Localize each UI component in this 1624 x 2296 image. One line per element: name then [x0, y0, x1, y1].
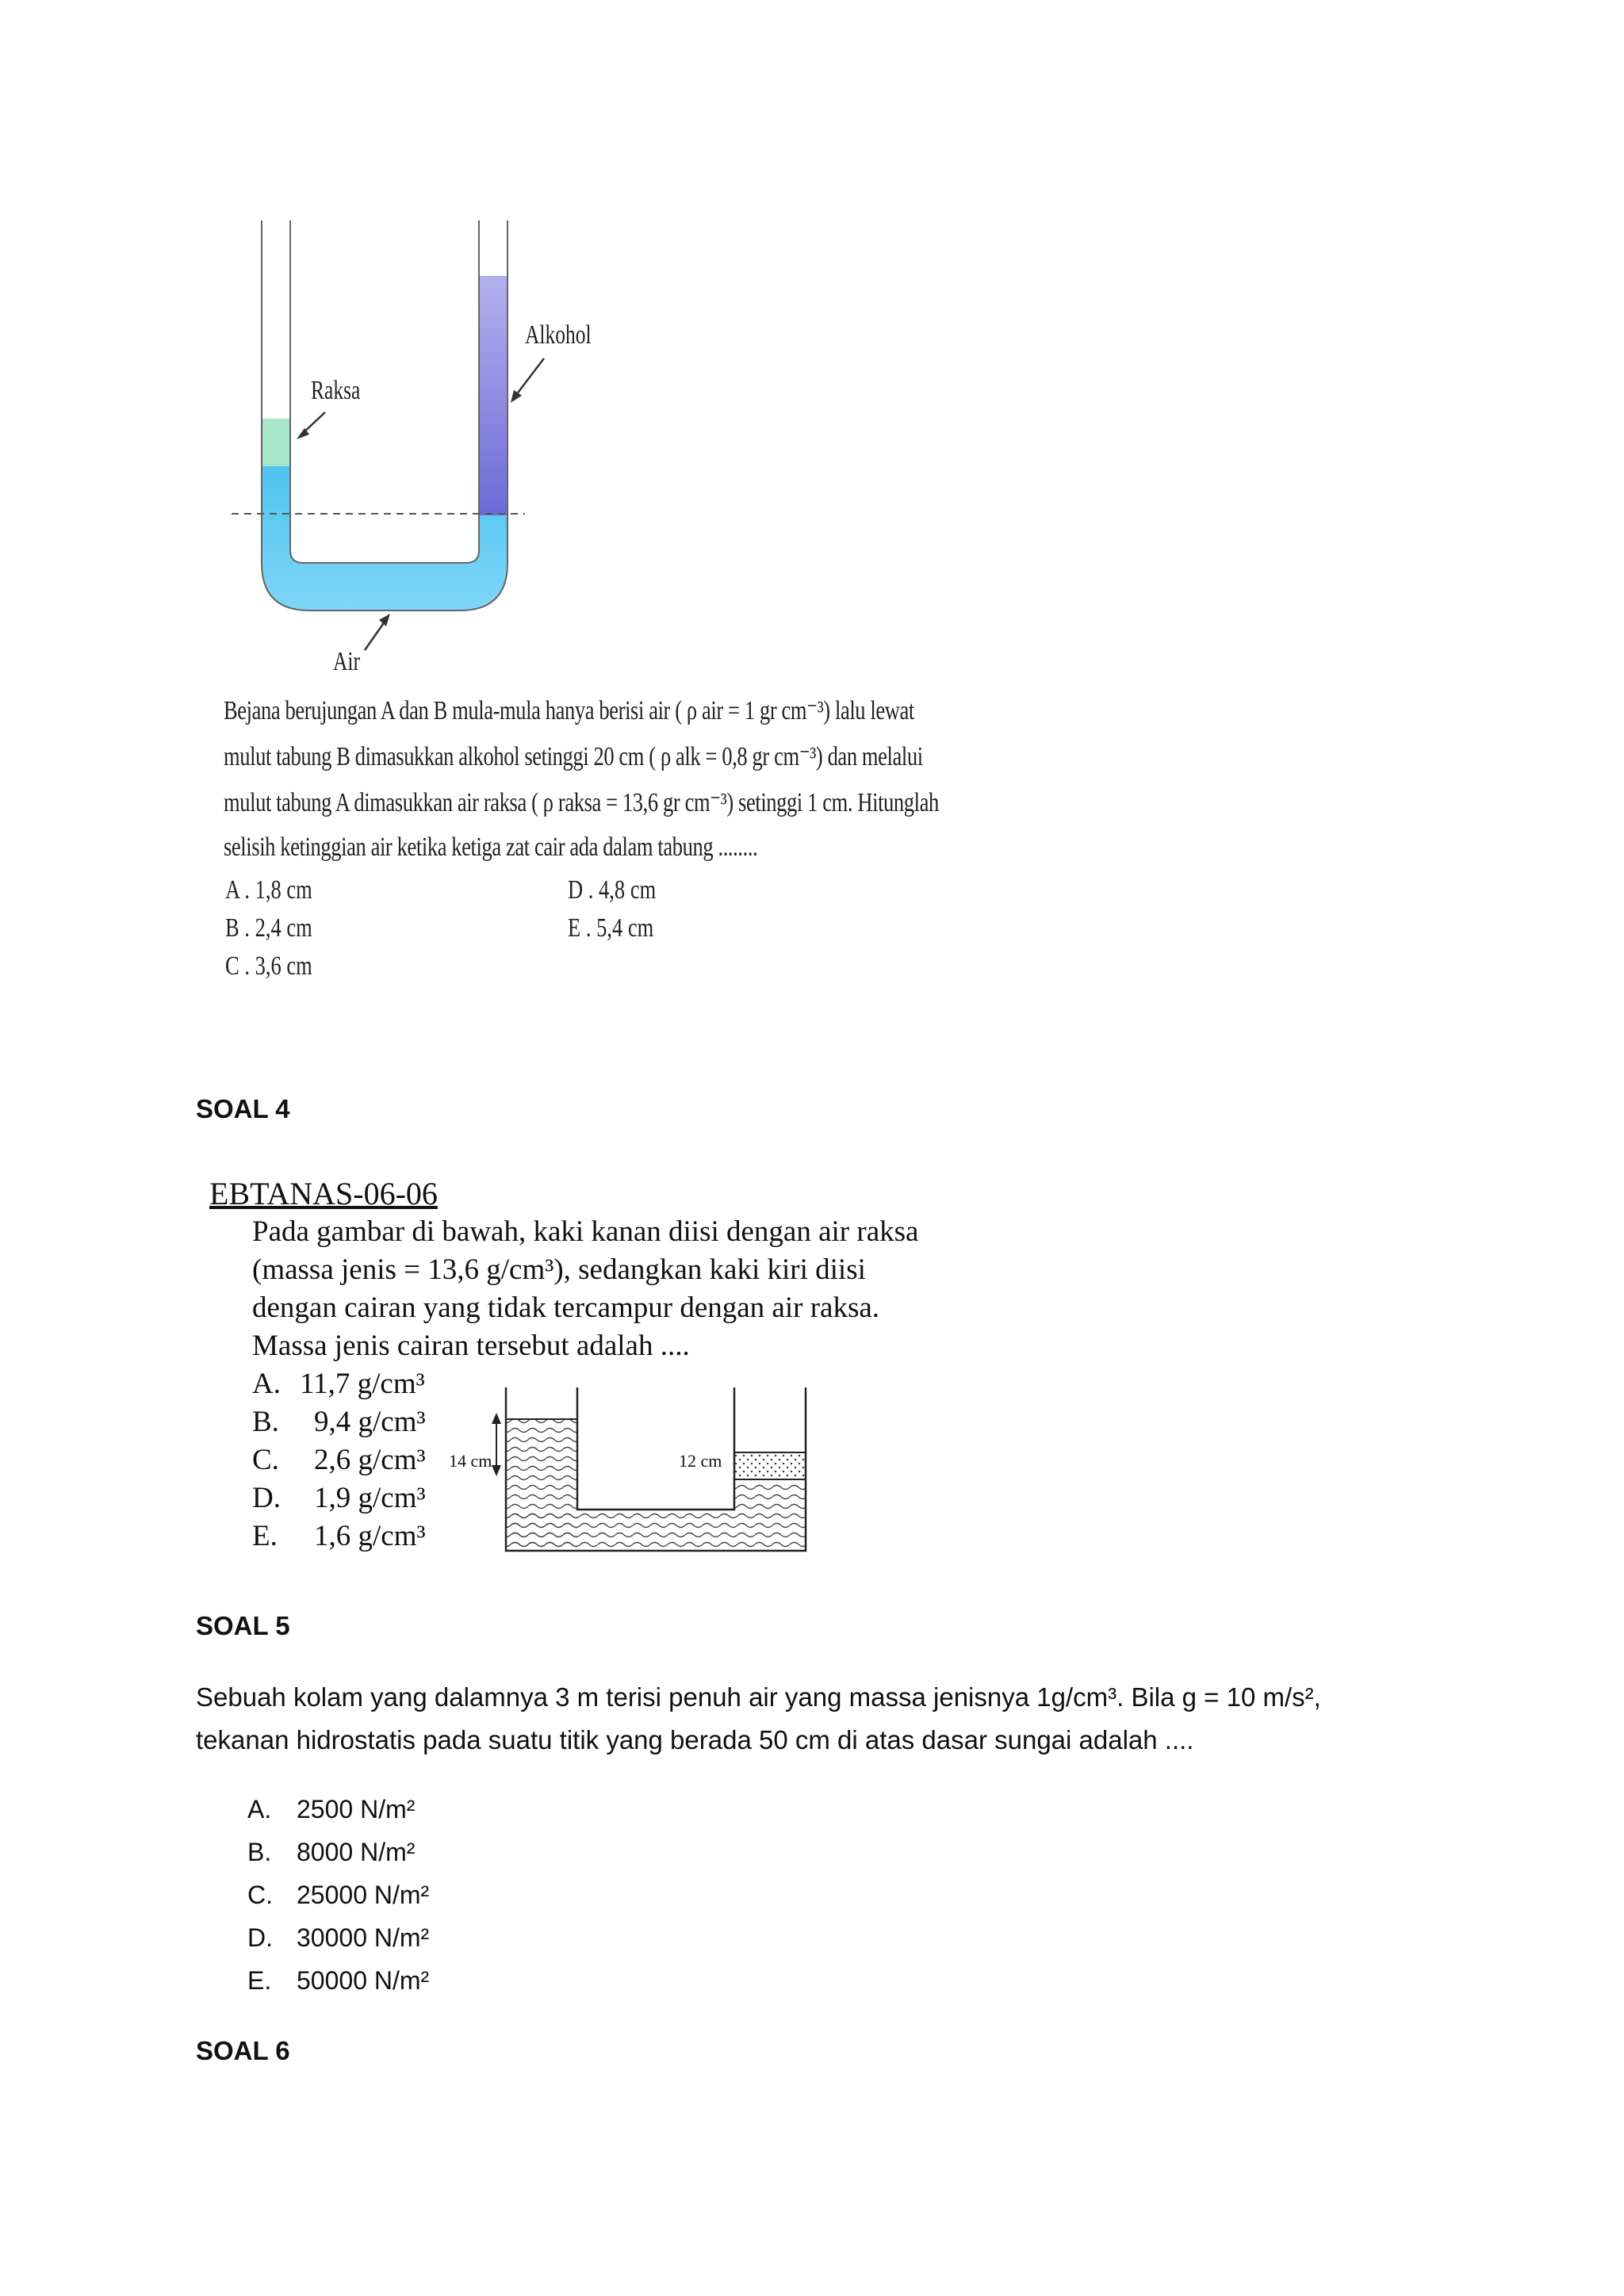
label-raksa: Raksa: [311, 376, 361, 405]
bottom-mercury: [506, 1510, 806, 1551]
q3-option-c: C . 3,6 cm: [225, 951, 312, 981]
soal5-line-1: Sebuah kolam yang dalamnya 3 m terisi penuh air yang massa jenisnya 1g/cm³. Bila g = 10 m/s²,: [196, 1682, 1321, 1712]
soal4-option-letter-c: C.: [252, 1444, 279, 1476]
soal5-option-value-d: 30000 N/m²: [297, 1923, 430, 1952]
soal5-option-value-a: 2500 N/m²: [297, 1795, 416, 1823]
soal4-option-letter-b: B.: [252, 1406, 279, 1438]
q3-line-1: Bejana berujungan A dan B mula-mula hanya berisi air ( ρ air = 1 gr cm⁻³) lalu lewat: [224, 696, 914, 725]
q3-option-b: B . 2,4 cm: [225, 913, 312, 943]
soal4-label-14cm: 14 cm: [449, 1451, 492, 1471]
soal5-option-letter-b: B.: [247, 1838, 272, 1866]
soal5-option-letter-a: A.: [247, 1795, 272, 1823]
q3-line-3: mulut tabung A dimasukkan air raksa ( ρ raksa = 13,6 gr cm⁻³) setinggi 1 cm. Hitunglah: [224, 788, 939, 817]
q3-option-e: E . 5,4 cm: [568, 913, 654, 943]
soal4-line-4: Massa jenis cairan tersebut adalah ....: [252, 1330, 690, 1362]
soal4-line-3: dengan cairan yang tidak tercampur dengan air raksa.: [252, 1292, 880, 1324]
q3-line-4: selisih ketinggian air ketika ketiga zat cair ada dalam tabung ........: [224, 832, 758, 862]
u-tube-figure: [214, 214, 626, 682]
q3-option-d: D . 4,8 cm: [568, 875, 657, 905]
q3-option-a: A . 1,8 cm: [225, 875, 312, 905]
mercury-fill: [262, 419, 290, 466]
soal5-option-letter-c: C.: [247, 1881, 273, 1909]
soal5-option-letter-d: D.: [247, 1923, 273, 1952]
right-mercury: [734, 1479, 806, 1511]
water-fill: [262, 466, 508, 610]
alcohol-fill: [479, 276, 508, 515]
tube-outline: [262, 220, 508, 610]
soal4-option-value-d: 1,9 g/cm³: [314, 1482, 426, 1514]
soal4-option-value-e: 1,6 g/cm³: [314, 1520, 426, 1552]
soal4-heading: SOAL 4: [196, 1094, 290, 1123]
soal4-option-value-c: 2,6 g/cm³: [314, 1444, 426, 1476]
soal5-option-value-e: 50000 N/m²: [297, 1966, 430, 1995]
soal5-option-value-c: 25000 N/m²: [297, 1881, 430, 1909]
soal4-label-12cm: 12 cm: [679, 1451, 722, 1471]
soal4-option-letter-e: E.: [252, 1520, 278, 1552]
soal4-option-letter-a: A.: [252, 1368, 281, 1400]
label-alkohol: Alkohol: [525, 320, 592, 350]
soal4-source: EBTANAS-06-06: [209, 1176, 438, 1211]
right-dotted-liquid: [734, 1452, 806, 1479]
soal4-line-1: Pada gambar di bawah, kaki kanan diisi dengan air raksa: [252, 1215, 919, 1248]
q3-line-2: mulut tabung B dimasukkan alkohol setinggi 20 cm ( ρ alk = 0,8 gr cm⁻³) dan melalui: [224, 742, 923, 771]
soal4-option-value-b: 9,4 g/cm³: [314, 1406, 426, 1438]
soal5-option-letter-e: E.: [247, 1966, 272, 1995]
soal4-option-value-a: 11,7 g/cm³: [300, 1368, 425, 1400]
soal4-line-2: (massa jenis = 13,6 g/cm³), sedangkan kaki kiri diisi: [252, 1253, 866, 1286]
soal5-heading: SOAL 5: [196, 1611, 290, 1640]
soal4-option-letter-d: D.: [252, 1482, 281, 1514]
u-tube-figure-soal4: [476, 1378, 817, 1560]
label-air: Air: [333, 647, 360, 676]
soal5-option-value-b: 8000 N/m²: [297, 1838, 416, 1866]
soal6-heading: SOAL 6: [196, 2036, 290, 2065]
soal5-line-2: tekanan hidrostatis pada suatu titik yang berada 50 cm di atas dasar sungai adalah ....: [196, 1725, 1194, 1755]
